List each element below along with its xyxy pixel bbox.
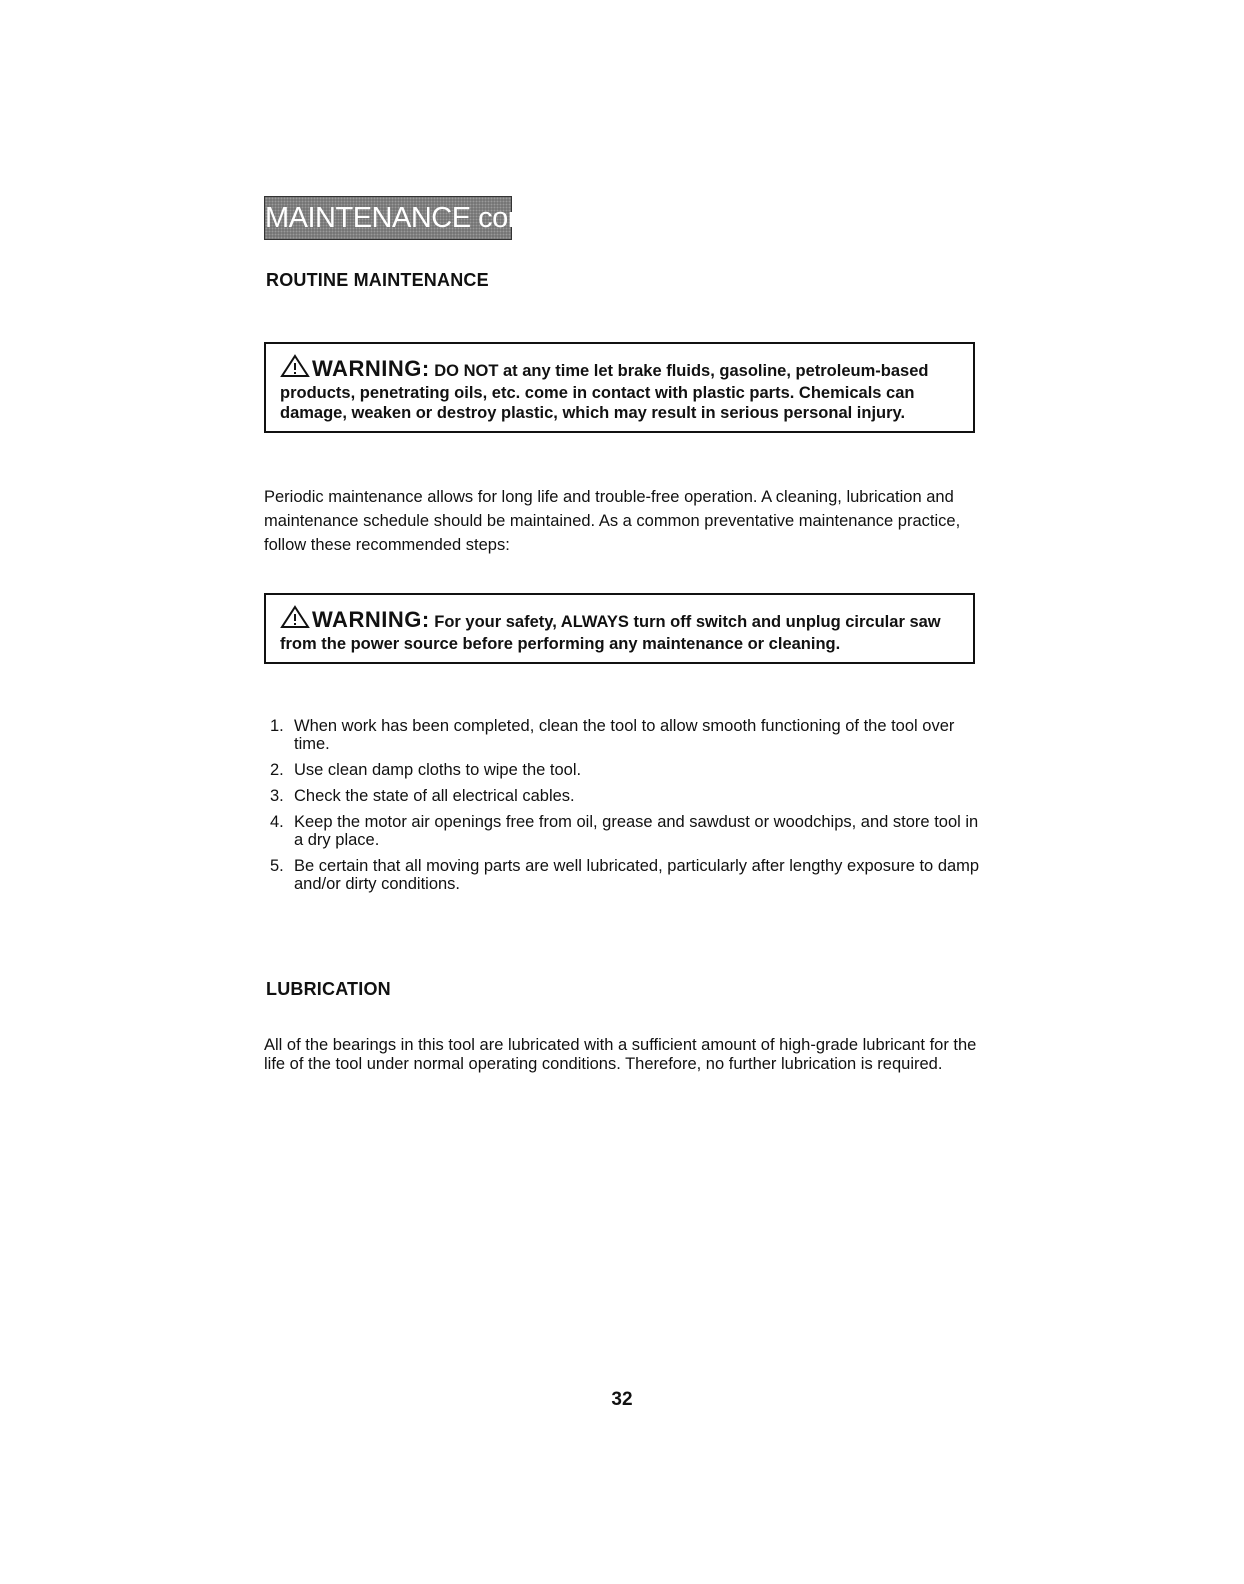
step-text: When work has been completed, clean the tool to allow smooth functioning of the tool over time. <box>294 717 955 753</box>
step-text: Be certain that all moving parts are well lubricated, particularly after lengthy exposure to damp and/or dirty conditions. <box>294 857 980 893</box>
list-item <box>264 761 984 779</box>
warning-box-unplug <box>264 593 975 664</box>
routine-maintenance-heading: ROUTINE MAINTENANCE <box>266 270 489 290</box>
list-item <box>264 813 984 849</box>
warning-box-chemicals <box>264 342 975 433</box>
step-number: 3. <box>270 787 284 805</box>
warning-text: DO NOT at any time let brake fluids, gasoline, petroleum-based products, penetrating oils, etc. come in contact with plastic parts. Chemicals can damage, weaken or destroy plastic, which may result in serious personal injury. <box>280 362 929 422</box>
step-number: 5. <box>270 857 284 875</box>
step-number: 4. <box>270 813 284 831</box>
step-text: Keep the motor air openings free from oil, grease and sawdust or woodchips, and store tool in a dry place. <box>294 813 979 849</box>
step-text: Use clean damp cloths to wipe the tool. <box>294 761 582 779</box>
list-item <box>264 717 984 753</box>
warning-text: For your safety, ALWAYS turn off switch and unplug circular saw from the power source before performing any maintenance or cleaning. <box>280 613 941 653</box>
page-number: 32 <box>611 1389 633 1410</box>
step-number: 2. <box>270 761 284 779</box>
lubrication-paragraph: All of the bearings in this tool are lubricated with a sufficient amount of high-grade lubricant for the life of the tool under normal operating conditions. Therefore, no further lubrication is required. <box>264 1036 977 1073</box>
warning-label: WARNING: <box>312 607 430 632</box>
warning-triangle-icon <box>280 354 310 383</box>
list-item <box>264 857 984 893</box>
step-text: Check the state of all electrical cables. <box>294 787 575 805</box>
section-banner: MAINTENANCE cont. <box>264 196 512 240</box>
intro-paragraph: Periodic maintenance allows for long life and trouble-free operation. A cleaning, lubrication and maintenance schedule should be maintained. As a common preventative maintenance practice, follow these recommended steps: <box>264 488 961 554</box>
step-number: 1. <box>270 717 284 735</box>
warning-triangle-icon <box>280 605 310 634</box>
lubrication-heading: LUBRICATION <box>266 979 391 999</box>
list-item <box>264 787 984 805</box>
warning-label: WARNING: <box>312 356 430 381</box>
maintenance-steps-list <box>264 717 984 901</box>
